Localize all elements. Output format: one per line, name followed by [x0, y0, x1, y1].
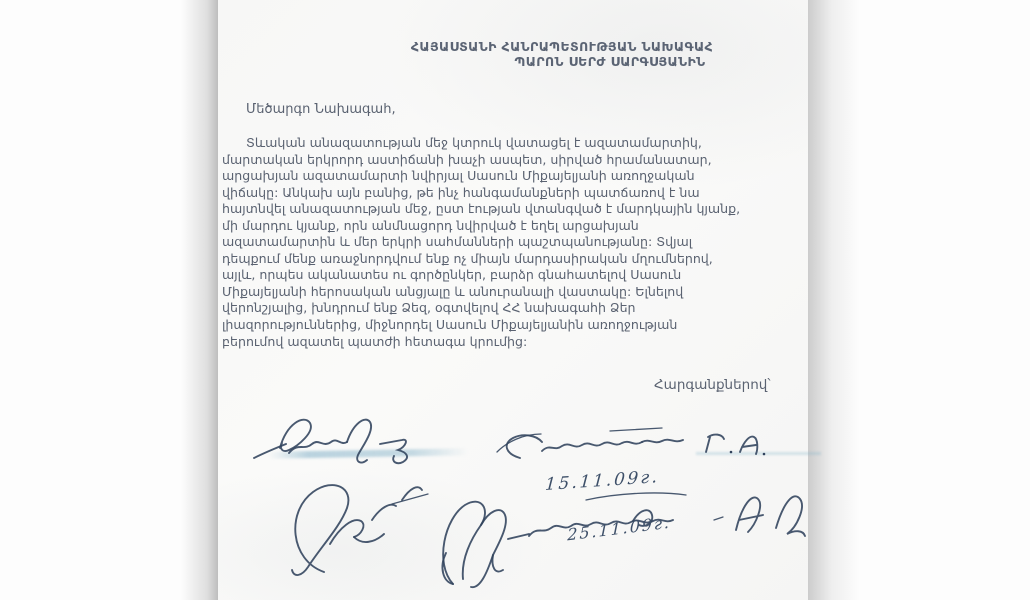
letter-closing-salute: Հարգանքներով՝	[654, 377, 771, 393]
handwritten-name-1	[492, 424, 782, 474]
signature-2	[268, 470, 448, 588]
paper-right-shadow	[808, 0, 860, 600]
letter-recipient-title: ՀԱՅԱՍՏԱՆԻ ՀԱՆՐԱՊԵՏՈՒԹՅԱՆ ՆԱԽԱԳԱՀ	[410, 39, 714, 54]
handwritten-date-1: 15.11.09г.	[544, 466, 661, 496]
handwritten-date-2: 25.11.09г.	[567, 512, 672, 545]
paper-left-shadow	[181, 0, 218, 600]
letter-salutation: Մեծարգո Նախագահ,	[246, 102, 396, 117]
signature-3	[436, 483, 811, 595]
letter-paper	[218, 0, 808, 600]
letter-recipient-name: ՊԱՐՈՆ ՍԵՐԺ ՍԱՐԳՍՅԱՆԻՆ	[514, 54, 706, 69]
letter-body-paragraph: Տևական անազատության մեջ կտրուկ վատացել է ազատամարտիկ, մարտական երկրորդ աստիճանի խաչի ասպետ, սիրված հրամանատար, արցախյան ազատամարտի նվիրյալ Սասուն Միքայելյանի առողջական վիճակը: Անկախ այն բանից, թե ինչ հանգամանքների պատճառով է նա հայտնվել անազատության մեջ, ըստ էության վտանգված է մարդկային կյանք, մի մարդու կյանք, որն անմնացորդ նվիրված է եղել արցախյան ազատամարտին և մեր երկրի սահմանների պաշտպանությանը: Տվյալ դեպքում մենք առաջնորդվում ենք ոչ միայն մարդասիրական մղումներով, այլև, որպես ականատես ու գործընկեր, բարձր գնահատելով Սասուն Միքայելյանի հերոսական անցյալը և անուրանալի վաստակը: Ելնելով վերոնշյալից, խնդրում ենք Ձեզ, օգտվելով ՀՀ նախագահի Ձեր լիազորություններից, միջնորդել Սասուն Միքայելյանին առողջության բերումով ազատել պատժի հետագա կրումից:	[222, 135, 741, 349]
